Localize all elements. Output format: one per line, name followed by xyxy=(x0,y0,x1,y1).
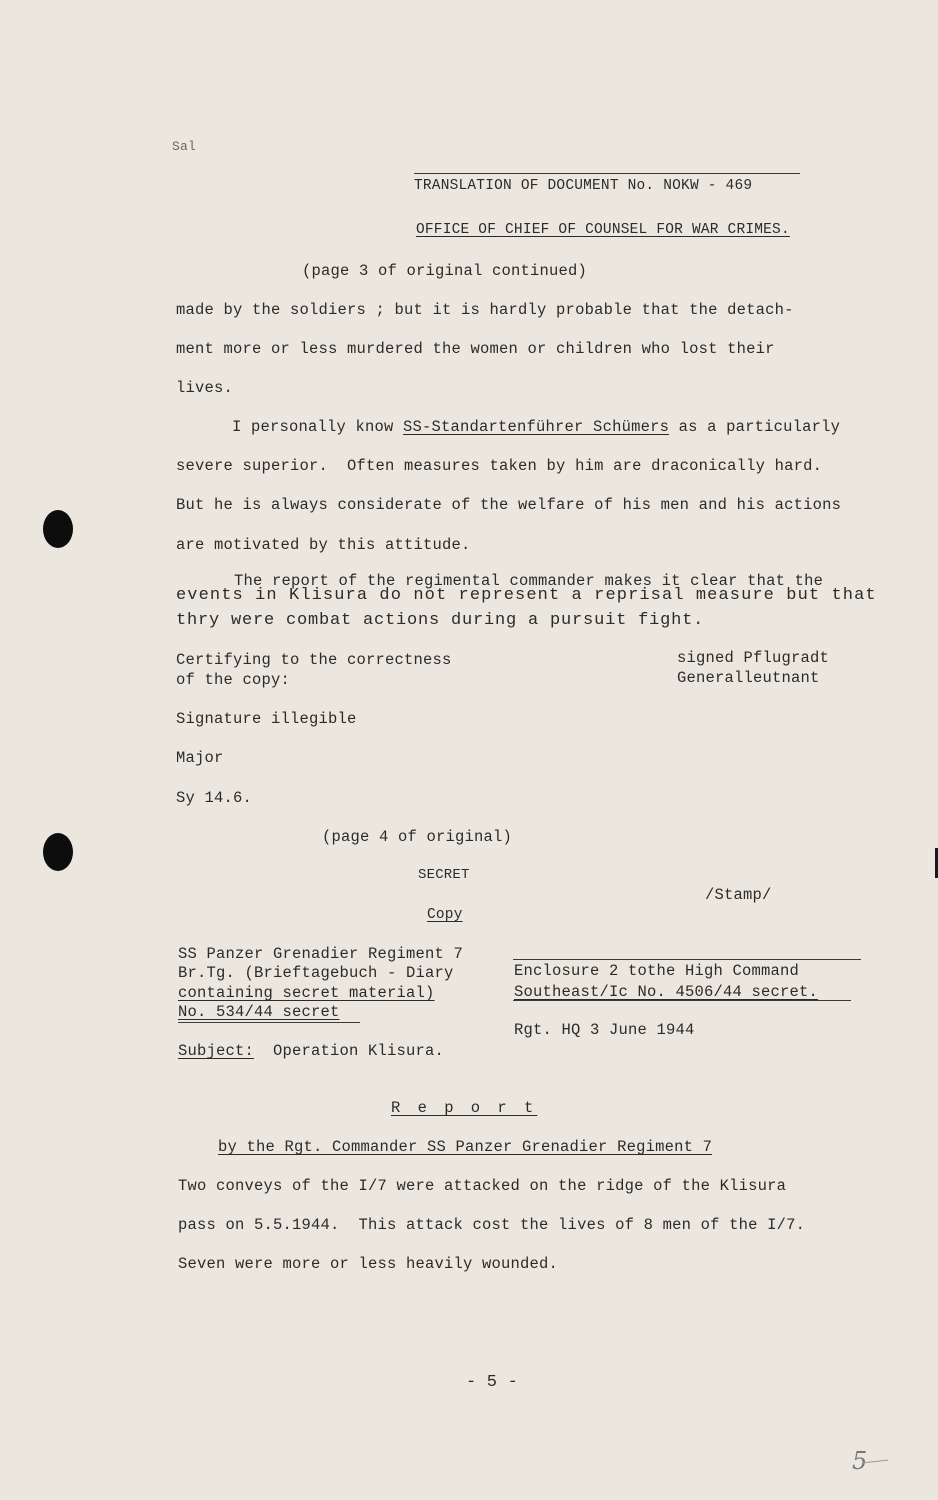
report-line: pass on 5.5.1944. This attack cost the lives of 8 men of the I/7. xyxy=(178,1216,806,1234)
report-title: R e p o r t xyxy=(391,1099,538,1117)
document-title: TRANSLATION OF DOCUMENT No. NOKW - 469 xyxy=(414,178,753,194)
title-overline xyxy=(414,173,800,174)
report-byline: by the Rgt. Commander SS Panzer Grenadier Regiment 7 xyxy=(218,1138,713,1156)
report-date: Rgt. HQ 3 June 1944 xyxy=(514,1021,695,1039)
enclosure-overline xyxy=(513,959,861,960)
body-line: lives. xyxy=(176,379,234,397)
subject-value: Operation Klisura. xyxy=(273,1042,445,1060)
report-line: Two conveys of the I/7 were attacked on the ridge of the Klisura xyxy=(178,1177,787,1195)
copy-label: Copy xyxy=(427,907,463,923)
body-line xyxy=(232,418,840,436)
left-block-underline xyxy=(178,1022,360,1023)
subject-line xyxy=(178,1042,444,1060)
body-line: thry were combat actions during a pursuit fight. xyxy=(176,611,705,630)
body-line: But he is always considerate of the welfare of his men and his actions xyxy=(176,496,842,514)
body-line: made by the soldiers ; but it is hardly probable that the detach- xyxy=(176,301,794,319)
regiment-line: Br.Tg. (Brieftagebuch - Diary xyxy=(178,964,454,982)
page-number: - 5 - xyxy=(466,1373,519,1392)
signature-note: Signature illegible xyxy=(176,710,357,728)
classification: SECRET xyxy=(418,867,470,883)
enclosure-line: Enclosure 2 tothe High Command xyxy=(514,962,800,980)
binder-hole-top xyxy=(43,510,73,548)
page-note-3: (page 3 of original continued) xyxy=(302,262,588,280)
body-line: events in Klisura do not represent a reprisal measure but that xyxy=(176,586,877,605)
binder-hole-bottom xyxy=(43,833,73,871)
page-note-4: (page 4 of original) xyxy=(322,828,513,846)
certify-line: of the copy: xyxy=(176,671,291,689)
certify-line: Certifying to the correctness xyxy=(176,651,452,669)
stamp-note: /Stamp/ xyxy=(705,886,772,904)
body-line: severe superior. Often measures taken by him are draconically hard. xyxy=(176,457,823,475)
rank-line: Major xyxy=(176,749,224,767)
handwritten-page-number: 5 xyxy=(852,1447,868,1475)
regiment-line: containing secret material) xyxy=(178,984,435,1002)
signer-line: signed Pflugradt xyxy=(677,649,830,667)
regiment-line: SS Panzer Grenadier Regiment 7 xyxy=(178,945,464,963)
person-name: SS-Standartenführer Schümers xyxy=(403,418,670,436)
report-line: Seven were more or less heavily wounded. xyxy=(178,1255,559,1273)
body-line: The report of the regimental commander makes it clear that the xyxy=(234,572,824,590)
enclosure-underline xyxy=(513,1000,851,1001)
body-text: as a particularly xyxy=(669,418,841,436)
body-line: ment more or less murdered the women or children who lost their xyxy=(176,340,775,358)
enclosure-line: Southeast/Ic No. 4506/44 secret. xyxy=(514,983,819,1001)
body-line: are motivated by this attitude. xyxy=(176,536,471,554)
signer-line: Generalleutnant xyxy=(677,669,820,687)
regiment-line: No. 534/44 secret xyxy=(178,1003,340,1021)
subject-label: Subject: xyxy=(178,1042,255,1060)
reference-line: Sy 14.6. xyxy=(176,789,253,807)
corner-mark: Sal xyxy=(172,139,197,154)
office-line: OFFICE OF CHIEF OF COUNSEL FOR WAR CRIMES. xyxy=(416,222,790,238)
body-text: I personally know xyxy=(232,418,404,436)
